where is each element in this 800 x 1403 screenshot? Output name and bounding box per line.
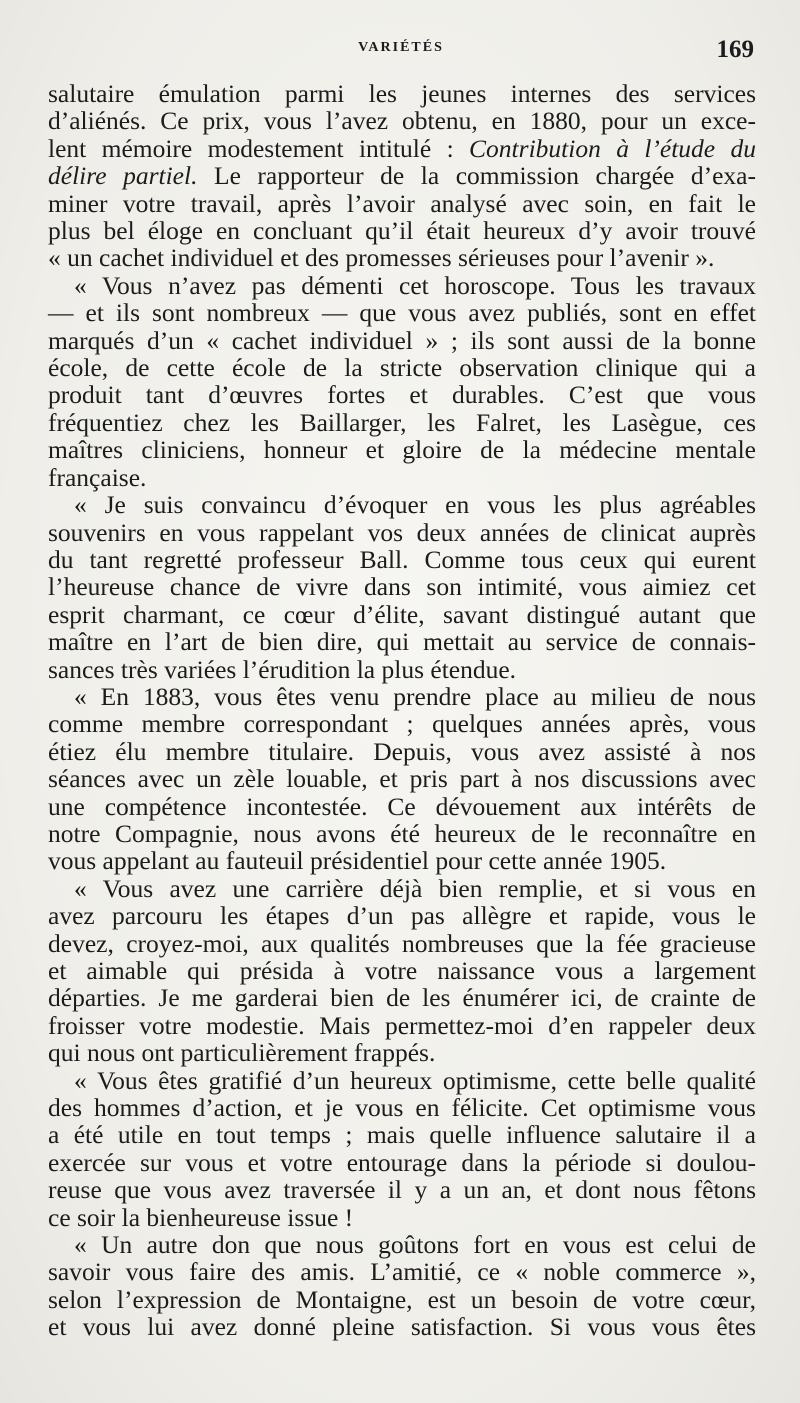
text-line: — et ils sont nombreux — que vous avez publiés, sont en effet xyxy=(48,298,756,328)
text-line: comme membre correspondant ; quelques années après, vous xyxy=(48,709,756,739)
page-header xyxy=(48,36,754,76)
text-line: marqués d’un « cachet individuel » ; ils sont aussi de la bonne xyxy=(48,325,756,355)
text-line: une compétence incontestée. Ce dévouement aux intérêts de xyxy=(48,791,756,821)
text-line: « Je suis convaincu d’évoquer en vous les plus agréables xyxy=(74,490,756,520)
italic-title: Contribution à l’étude du xyxy=(469,133,756,163)
text-line: notre Compagnie, nous avons été heureux de le reconnaître en xyxy=(48,818,756,848)
text-line: du tant regretté professeur Ball. Comme tous ceux qui eurent xyxy=(48,544,756,574)
text-line: étiez élu membre titulaire. Depuis, vous avez assisté à nos xyxy=(48,736,756,766)
text-line: et vous lui avez donné pleine satisfaction. Si vous vous êtes xyxy=(48,1312,756,1342)
text-line: « En 1883, vous êtes venu prendre place au milieu de nous xyxy=(74,681,756,711)
text-line: maître en l’art de bien dire, qui mettait au service de connais- xyxy=(48,627,756,657)
text-line: sances très variées l’érudition la plus étendue. xyxy=(48,654,517,684)
text-line: « Vous êtes gratifié d’un heureux optimisme, cette belle qualité xyxy=(74,1065,756,1095)
text-line: exercée sur vous et votre entourage dans la période si doulou- xyxy=(48,1147,756,1177)
text-line: et aimable qui présida à votre naissance vous a largement xyxy=(48,956,756,985)
text-line: selon l’expression de Montaigne, est un besoin de votre cœur, xyxy=(48,1284,756,1314)
text-line: reuse que vous avez traversée il y a un an, et dont nous fêtons xyxy=(48,1175,756,1205)
text-line: d’aliénés. Ce prix, vous l’avez obtenu, en 1880, pour un exce- xyxy=(48,106,756,136)
text-line: plus bel éloge en concluant qu’il était heureux d’y avoir trouvé xyxy=(48,216,756,246)
text-line xyxy=(48,135,756,162)
text-line: vous appelant au fauteuil présidentiel pour cette année 1905. xyxy=(48,846,667,876)
text-line: l’heureuse chance de vivre dans son intimité, vous aimiez cet xyxy=(48,572,756,602)
text-line: salutaire émulation parmi les jeunes internes des services xyxy=(48,79,756,108)
text-line: esprit charmant, ce cœur d’élite, savant distingué autant que xyxy=(48,599,756,629)
text-line: a été utile en tout temps ; mais quelle influence salutaire il a xyxy=(48,1120,756,1150)
text-line: devez, croyez-moi, aux qualités nombreuses que la fée gracieuse xyxy=(48,928,756,958)
italic-title: délire partiel. xyxy=(48,161,198,191)
text-line: savoir vous faire des amis. L’amitié, ce « noble commerce », xyxy=(48,1257,756,1287)
text-line: « Vous n’avez pas démenti cet horoscope. Tous les travaux xyxy=(74,270,756,300)
body-text xyxy=(48,80,756,1341)
text-line: ce soir la bienheureuse issue ! xyxy=(48,1202,354,1232)
text-line: souvenirs en vous rappelant vos deux années de clinicat auprès xyxy=(48,517,756,547)
text-run: Le rapporteur de la commission chargée d’exa- xyxy=(197,161,756,191)
text-line: maîtres cliniciens, honneur et gloire de la médecine mentale xyxy=(48,435,756,465)
text-line: séances avec un zèle louable, et pris part à nos discussions avec xyxy=(48,764,756,794)
text-line: qui nous ont particulièrement frappés. xyxy=(48,1038,436,1068)
text-line: « un cachet individuel et des promesses sérieuses pour l’avenir ». xyxy=(48,243,715,273)
text-line: « Vous avez une carrière déjà bien remplie, et si vous en xyxy=(74,873,756,903)
running-head: VARIÉTÉS xyxy=(358,40,444,55)
text-line: avez parcouru les étapes d’un pas allègre et rapide, vous le xyxy=(48,901,756,931)
text-line xyxy=(48,162,756,189)
text-line: des hommes d’action, et je vous en félicite. Cet optimisme vous xyxy=(48,1093,756,1123)
page-number: 169 xyxy=(716,36,754,63)
text-run: lent mémoire modestement intitulé : xyxy=(48,133,470,163)
text-line: froisser votre modestie. Mais permettez-moi d’en rappeler deux xyxy=(48,1010,756,1040)
text-line: départies. Je me garderai bien de les énumérer ici, de crainte de xyxy=(48,983,756,1013)
text-line: « Un autre don que nous goûtons fort en vous est celui de xyxy=(74,1230,756,1260)
text-line: miner votre travail, après l’avoir analysé avec soin, en fait le xyxy=(48,188,756,218)
text-line: école, de cette école de la stricte observation clinique qui a xyxy=(48,353,756,383)
text-line: fréquentiez chez les Baillarger, les Falret, les Lasègue, ces xyxy=(48,407,756,437)
text-line: produit tant d’œuvres fortes et durables. C’est que vous xyxy=(48,380,756,410)
text-line: française. xyxy=(48,462,147,492)
